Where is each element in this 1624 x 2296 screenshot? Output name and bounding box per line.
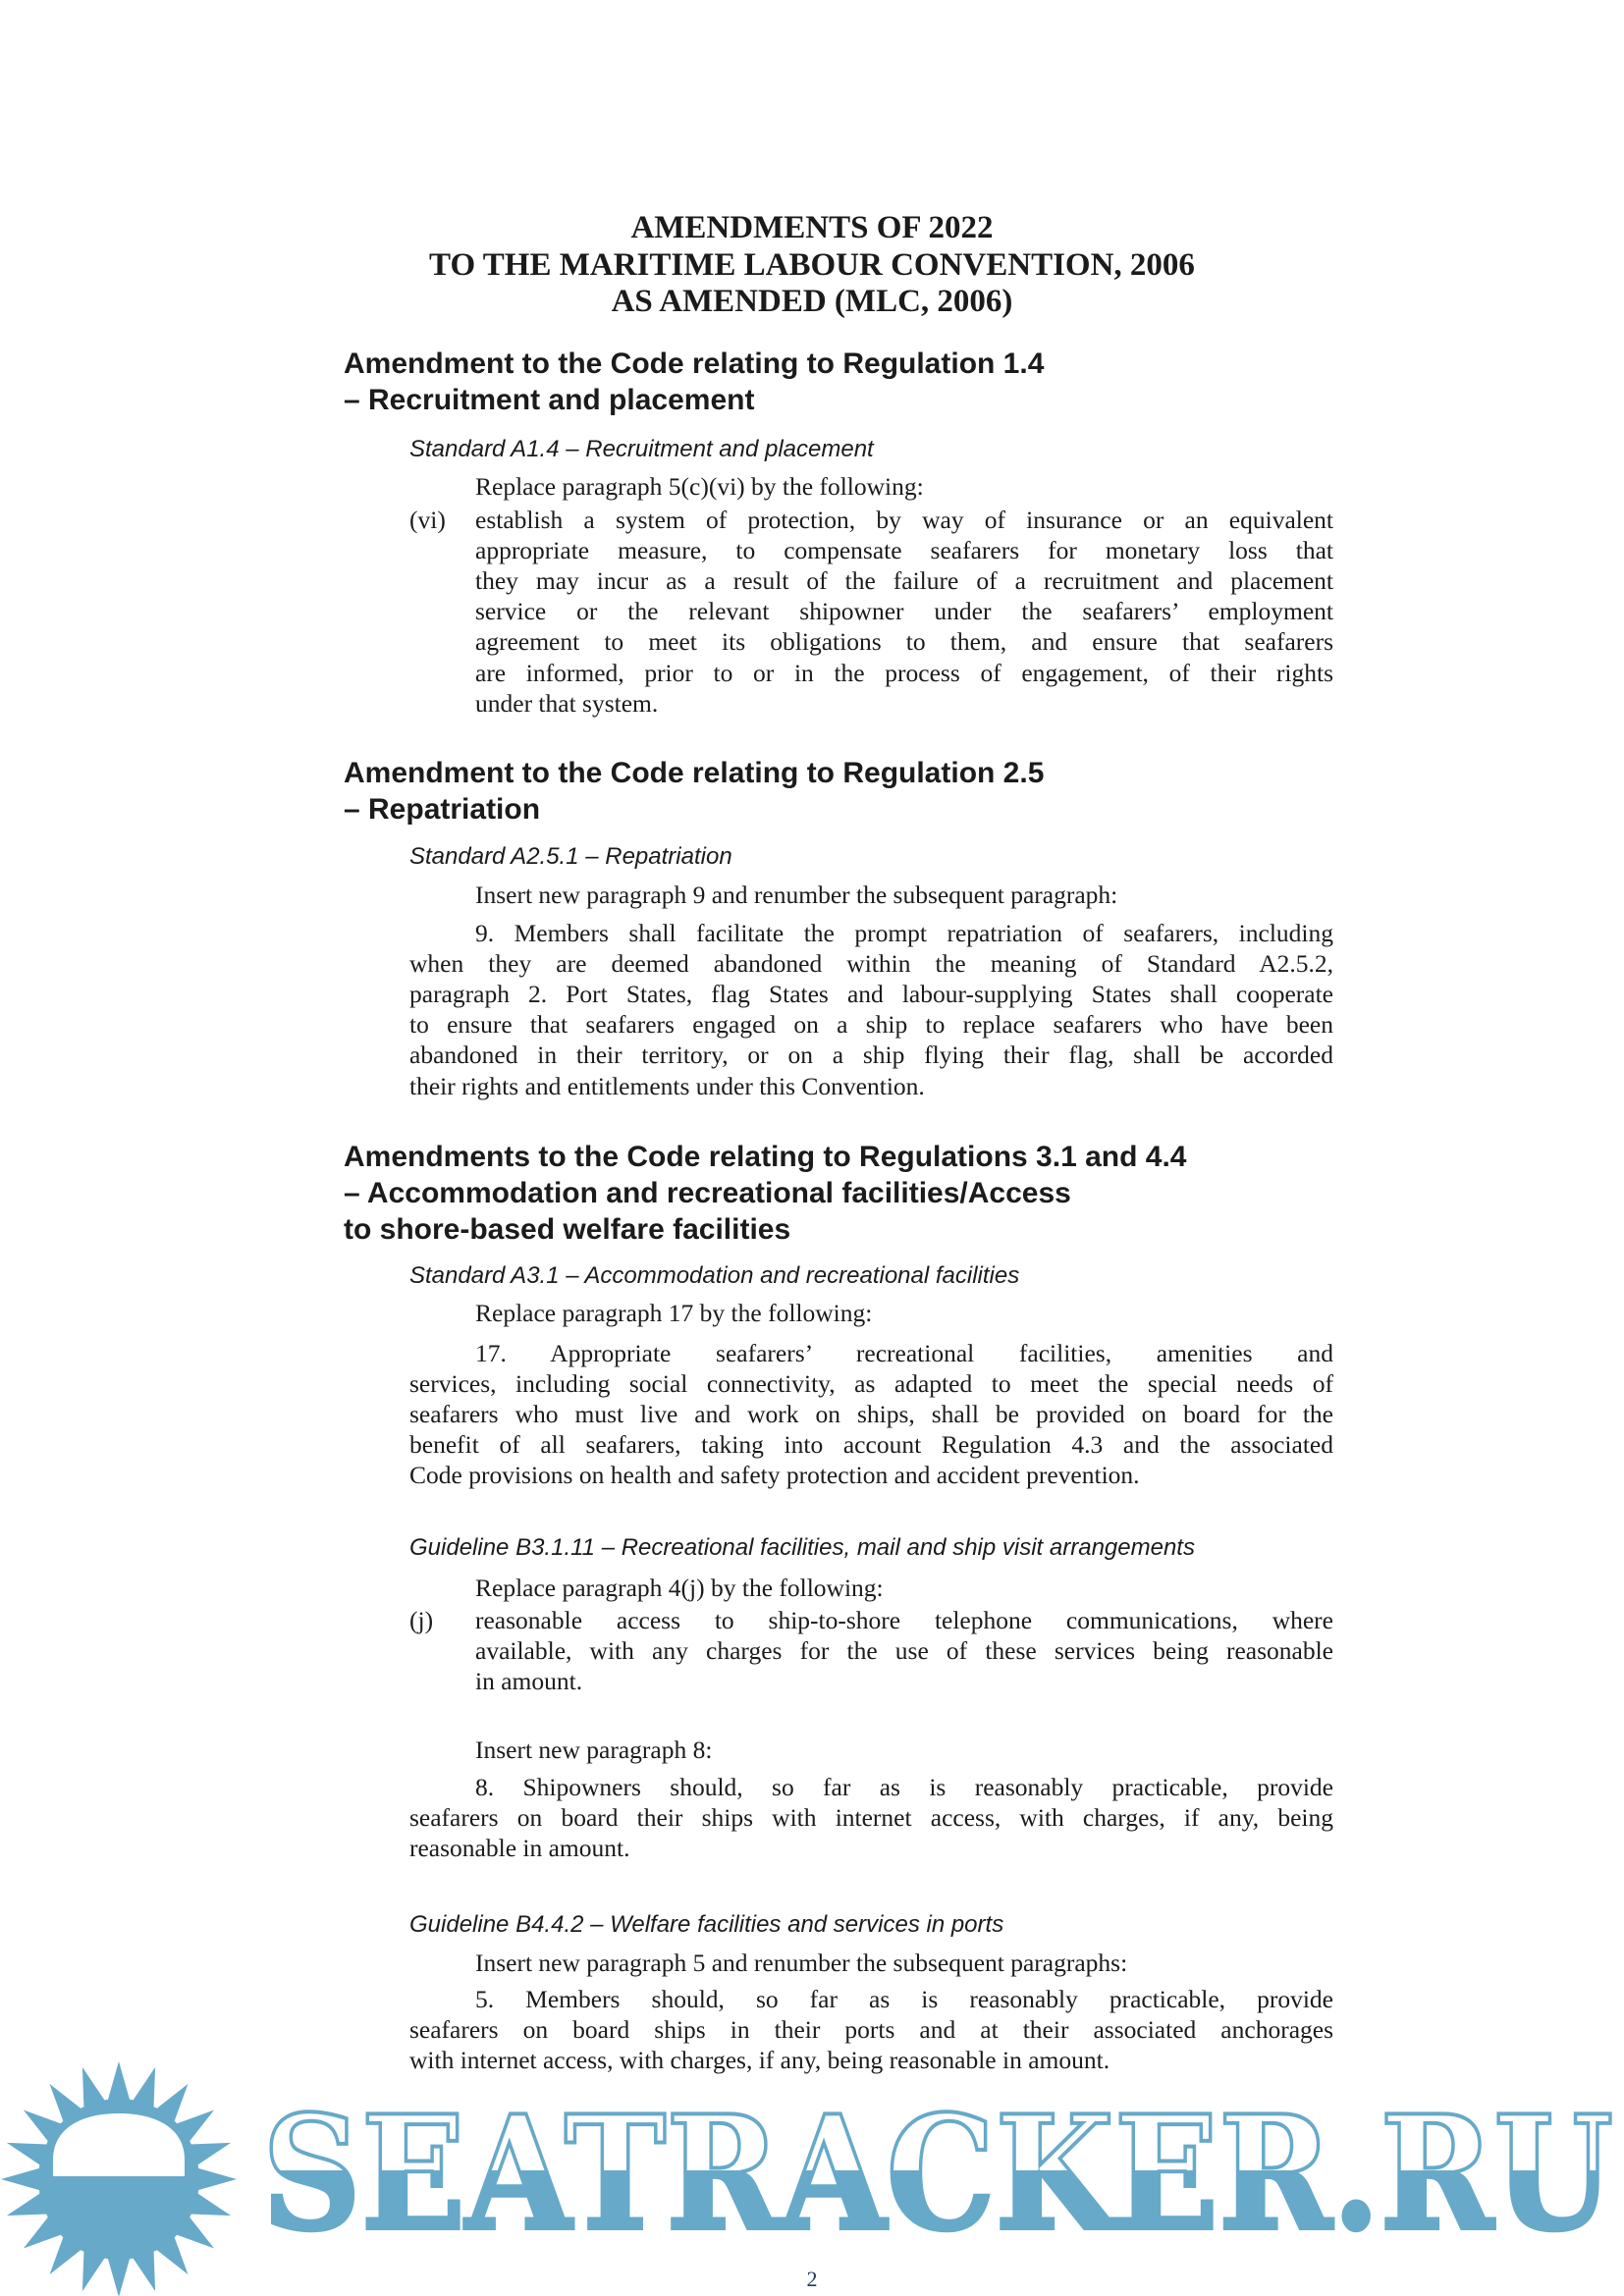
text-line [409,1833,1333,1863]
section-heading-line: – Accommodation and recreational facilities/Access [344,1177,1071,1209]
text-line-content: their rights and entitlements under this Convention. [409,1071,925,1100]
text-line [475,658,1333,688]
text-line-content: paragraph 2. Port States, flag States and labour-supplying States shall cooperate [409,980,1333,1009]
sun-disc [38,2099,199,2260]
section-heading-line: to shore-based welfare facilities [344,1213,791,1246]
text-line-content: benefit of all seafarers, taking into account Regulation 4.3 and the associated [409,1430,1333,1460]
text-line [475,1573,1333,1603]
subsection-title: Standard A2.5.1 – Repatriation [409,843,732,870]
text-line-content: seafarers who must live and work on ships, shall be provided on board for the [409,1400,1333,1429]
text-line-content: service or the relevant shipowner under the seafarers’ employment [475,597,1333,626]
section-heading [344,346,1044,418]
text-line [475,688,1333,719]
text-line [475,1735,1333,1765]
text-line-content: abandoned in their territory, or on a ship flying their flag, shall be accorded [409,1041,1333,1070]
item-marker: (j) [409,1606,434,1634]
text-line [409,1399,1333,1429]
text-line-content: in amount. [475,1667,583,1696]
text-line [409,1802,1333,1833]
text-line-content: Replace paragraph 4(j) by the following: [475,1574,884,1602]
text-line [409,948,1333,979]
text-line [475,1666,1333,1696]
text-line [409,1368,1333,1399]
section-heading [344,755,1044,828]
text-line-content: Insert new paragraph 5 and renumber the subsequent paragraphs: [475,1949,1128,1977]
text-line-content: are informed, prior to or in the process of engagement, of their rights [475,658,1333,687]
text-line-content: Code provisions on health and safety protection and accident prevention. [409,1461,1140,1490]
text-line [409,2045,1333,2075]
section-heading-line: Amendments to the Code relating to Regulations 3.1 and 4.4 [344,1141,1187,1173]
text-line [475,596,1333,626]
text-line [475,626,1333,657]
text-line [409,1040,1333,1070]
title-line: TO THE MARITIME LABOUR CONVENTION, 2006 [429,246,1195,283]
text-line-content: 5. Members should, so far as is reasonably practicable, provide [475,1985,1333,2013]
section-heading-line: Amendment to the Code relating to Regulation 2.5 [344,757,1045,789]
text-line-content: establish a system of protection, by way of insurance or an equivalent [475,506,1333,534]
text-line [475,471,1333,502]
text-line [475,565,1333,596]
section-heading-line: – Recruitment and placement [344,384,755,416]
text-line-content: reasonable in amount. [409,1834,630,1863]
text-line [409,2014,1333,2045]
section-heading [344,1139,1186,1248]
section-heading-line: Amendment to the Code relating to Regulation 1.4 [344,347,1045,380]
sun-icon [1,2061,237,2296]
text-line-content: they may incur as a result of the failure of a recruitment and placement [475,566,1333,596]
text-line-content: 9. Members shall facilitate the prompt repatriation of seafarers, including [475,919,1333,947]
text-line [475,505,1333,535]
text-line [475,1605,1333,1635]
text-line-content: with internet access, with charges, if any, being reasonable in amount. [409,2046,1110,2075]
text-line [475,1948,1333,1978]
text-line [409,979,1333,1009]
text-line-content: seafarers on board ships in their ports and at their associated anchorages [409,2015,1333,2045]
subsection-title: Guideline B3.1.11 – Recreational facilities, mail and ship visit arrangements [409,1534,1195,1561]
text-line-content: appropriate measure, to compensate seafarers for monetary loss that [475,536,1333,565]
item-marker: (vi) [409,506,446,534]
sun-rays [1,2061,237,2296]
text-line [409,1071,1333,1101]
text-line-content: Replace paragraph 5(c)(vi) by the following: [475,472,924,501]
text-line [475,880,1333,910]
text-line [475,1338,1333,1368]
text-line-content: Insert new paragraph 8: [475,1735,713,1764]
text-line [475,1298,1333,1328]
text-line [475,1635,1333,1666]
watermark-text: SEATRACKER.RU [262,2081,1613,2266]
text-line-content: when they are deemed abandoned within the meaning of Standard A2.5.2, [409,949,1333,979]
title-line: AMENDMENTS OF 2022 [630,210,994,245]
text-line-content: under that system. [475,688,659,718]
page-number: 2 [806,2267,818,2291]
subsection-title: Standard A1.4 – Recruitment and placement [409,436,874,462]
text-line-content: Insert new paragraph 9 and renumber the subsequent paragraph: [475,881,1118,909]
text-line-content: available, with any charges for the use of these services being reasonable [475,1636,1333,1666]
sun-dome [53,2113,185,2176]
subsection-title: Standard A3.1 – Accommodation and recreational facilities [409,1262,1020,1289]
section-heading-line: – Repatriation [344,793,541,826]
text-line [409,1460,1333,1490]
title-line: AS AMENDED (MLC, 2006) [611,284,1013,319]
text-line [475,1772,1333,1802]
text-line-content: 8. Shipowners should, so far as is reasonably practicable, provide [475,1773,1333,1801]
document-title [0,210,1624,321]
text-line [409,1009,1333,1040]
subsection-title: Guideline B4.4.2 – Welfare facilities and services in ports [409,1911,1004,1938]
text-line [475,535,1333,565]
text-line [409,1429,1333,1460]
text-line-content: Replace paragraph 17 by the following: [475,1299,873,1327]
text-line-content: to ensure that seafarers engaged on a ship to replace seafarers who have been [409,1010,1333,1040]
text-line-content: 17. Appropriate seafarers’ recreational facilities, amenities and [475,1339,1333,1367]
text-line [475,1984,1333,2014]
text-line-content: seafarers on board their ships with internet access, with charges, if any, being [409,1803,1333,1833]
text-line-content: services, including social connectivity, as adapted to meet the special needs of [409,1369,1333,1399]
text-line-content: agreement to meet its obligations to them, and ensure that seafarers [475,627,1333,657]
text-line-content: reasonable access to ship-to-shore telephone communications, where [475,1606,1333,1634]
text-line [475,918,1333,948]
